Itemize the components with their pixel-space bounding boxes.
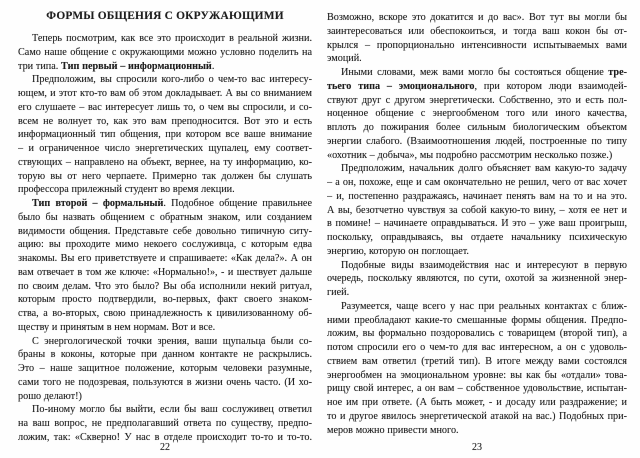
- text-line: ложим, так: «Скверно! У нас в отделе происходит то-то и то-то.: [18, 431, 312, 443]
- text-line: ющем, и этот кто-то вам об этом докладывает. А вы со вниманием: [18, 88, 312, 99]
- text-line: – и, постепенно раздражаясь, начинает пенять вам на то и на это.: [327, 190, 627, 202]
- text-line: рошо делают!): [18, 390, 82, 402]
- text-line: которым просто подтвердили, во-первых, факт своего знаком-: [18, 294, 312, 306]
- text-line: информационный тип общения, при котором все ваше внимание: [18, 129, 312, 141]
- text-line: по своим делам. Что это было? Вы оба исполнили некий ритуал,: [18, 280, 312, 292]
- paragraph: [327, 162, 627, 258]
- text-line: По-иному могло бы выйти, если бы ваш сослуживец ответил: [32, 404, 312, 416]
- text-line: вам отвечает в том же ключе: «Нормально!», - и шествует дальше: [18, 266, 312, 278]
- text-line: энергообмен на эмоциональном уровне: вы как бы «отдали» това-: [327, 369, 627, 381]
- text-line: С энергологической точки зрения, ваши щупальца были со-: [32, 335, 312, 347]
- bold-text: Тип первый – информационный: [61, 60, 212, 72]
- text-line: Тип второй – формальный. Подобное общение правильнее: [32, 198, 312, 209]
- chapter-title: ФОРМЫ ОБЩЕНИЯ С ОКРУЖАЮЩИМИ: [46, 10, 284, 22]
- right-page: [327, 11, 627, 453]
- text-line: всем не волнует то, как это вам преподносится. Вот это и есть: [18, 115, 312, 127]
- text-line: потом спросили его о чем-то для вас интересном, а он с удоволь-: [327, 342, 627, 353]
- text-line: ноценное общение с энергообменом того или иного качества,: [327, 108, 627, 120]
- text-line: Разумеется, чаще всего у нас при реальных контактах с ближ-: [341, 300, 627, 312]
- text-line: энергии слабого. (Взаимоотношения людей, построенные по типу: [327, 135, 627, 147]
- text-line: ствующих – направлено на объект, вернее, на ту информацию, ко-: [18, 156, 312, 168]
- text-line: ацию: вы проходите мимо некоего сослуживца, с которым едва: [18, 239, 312, 251]
- text-line: сами того не подозревая, пользуются в жизни очень часто. (И хо-: [18, 376, 312, 388]
- paragraph: [18, 197, 312, 335]
- text-line: меров можно привести много.: [327, 424, 459, 436]
- text-line: ства, а во-вторых, свою принадлежность к цивилизованному об-: [18, 308, 312, 319]
- page-number-left: 22: [160, 442, 170, 453]
- paragraph: [327, 66, 627, 162]
- text-line: Предположим, вы спросили кого-либо о чем-то вас интересу-: [32, 74, 312, 86]
- paragraph: [327, 11, 627, 66]
- text-line: вплоть до пожирания более сильным биологическим объектом: [327, 122, 627, 133]
- text-line: на ваш вопрос, не предполагавший ответа по существу, предпо-: [18, 418, 312, 429]
- text-line: эмоций.: [327, 53, 362, 65]
- text-line: в помине! – начинаете оправдываться. И это – уже ваш проигрыш,: [327, 218, 627, 230]
- text-line: Предположим, начальник долго объясняет вам какую-то задачу: [341, 163, 627, 175]
- bold-text: тре-: [608, 67, 627, 78]
- text-line: Само наше общение с окружающими можно условно поделить на: [18, 46, 312, 58]
- text-line: видимости общения. Представьте себе довольно типичную ситу-: [18, 225, 312, 237]
- text-line: ними преобладают какие-то смешанные формы общения. Предпо-: [327, 314, 627, 326]
- text-line: «охотник – добыча», мы подробно рассмотрим несколько позже.): [327, 149, 613, 161]
- text-line: гией.: [327, 287, 350, 298]
- text-line: – а он, похоже, еще и сам окончательно не решил, чего от вас хочет: [327, 177, 627, 188]
- left-page-text: [18, 32, 312, 445]
- text-line: знакомы. Вы его приветствуете и спрашиваете: «Как дела?». А он: [18, 253, 312, 264]
- paragraph: [18, 73, 312, 197]
- text-line: заинтересоваться или обеспокоиться, и тогда ваш кокон бы от-: [327, 25, 627, 37]
- text-line: профессора прилежный студент во время лекции.: [18, 184, 235, 196]
- bold-text: тьего типа – эмоционального: [327, 80, 475, 92]
- text-line: ложим, вы формально поздоровались с товарищем (второй тип), а: [327, 328, 627, 340]
- paragraph: [18, 403, 312, 444]
- text-line: ное им при ответе. (А быть может, - и досаду или раздражение; и: [327, 397, 627, 408]
- text-line: тьего типа – эмоционального, при котором люди взаимодей-: [327, 80, 627, 92]
- text-line: энергию, которую он поглощает.: [327, 245, 469, 257]
- text-line: Это – наше защитное положение, которым человеки разумные,: [18, 363, 312, 374]
- text-line: ствуют друг с другом энергетически. Собственно, это и есть пол-: [327, 94, 627, 106]
- text-line: Возможно, вскоре это докатится и до вас». Вот тут вы могли бы: [327, 12, 627, 23]
- text-line: А вы, безотчетно чувствуя за собой какую-то вину, – хотя ее нет и: [327, 204, 627, 216]
- text-line: его слушаете – вас интересует лишь то, о чем вы спросили, и со-: [18, 101, 312, 113]
- text-line: было бы назвать общением с обратным знаком, или созданием: [18, 211, 312, 223]
- text-line: ствием вам ответил (третий тип). В итоге между вами состоялся: [327, 355, 627, 367]
- text-line: то и другое явилось энергетической атакой на вас.) Подобных при-: [327, 410, 627, 422]
- text-line: – и ограниченное число энергетических щупалец, ему соответ-: [18, 143, 312, 154]
- left-page: [18, 9, 312, 453]
- text-line: Иными словами, меж вами могло бы состояться общение тре-: [341, 67, 627, 78]
- text-line: очередь, поскольку являются, по сути, охотой за жизненной энер-: [327, 273, 627, 285]
- right-page-text: [327, 11, 627, 437]
- paragraph: [327, 300, 627, 438]
- text-line: ществу и принятым в нем нормам. Вот и все.: [18, 321, 216, 333]
- paragraph: [18, 335, 312, 404]
- text-line: поскольку, оправдываясь, вы отдаете начальнику психическую: [327, 232, 627, 243]
- text-line: Подобные виды взаимодействия нас и интересуют в первую: [341, 259, 627, 271]
- text-line: три типа. Тип первый – информационный.: [18, 60, 215, 72]
- text-line: браны в коконы, которые при данном контакте не раскрылись.: [18, 349, 312, 361]
- text-line: крылся – пропорционально интенсивности испытываемых вами: [327, 39, 627, 51]
- paragraph: [327, 259, 627, 300]
- paragraph: [18, 32, 312, 73]
- text-line: Теперь посмотрим, как все это происходит в реальной жизни.: [32, 33, 312, 44]
- text-line: рищу свой интерес, а он вам – собственное удовольствие, испытан-: [327, 383, 627, 395]
- text-line: торую вы от него черпаете. Примерно так должен бы слушать: [18, 170, 312, 182]
- page-number-right: 23: [472, 442, 482, 453]
- bold-text: Тип второй – формальный: [32, 198, 164, 209]
